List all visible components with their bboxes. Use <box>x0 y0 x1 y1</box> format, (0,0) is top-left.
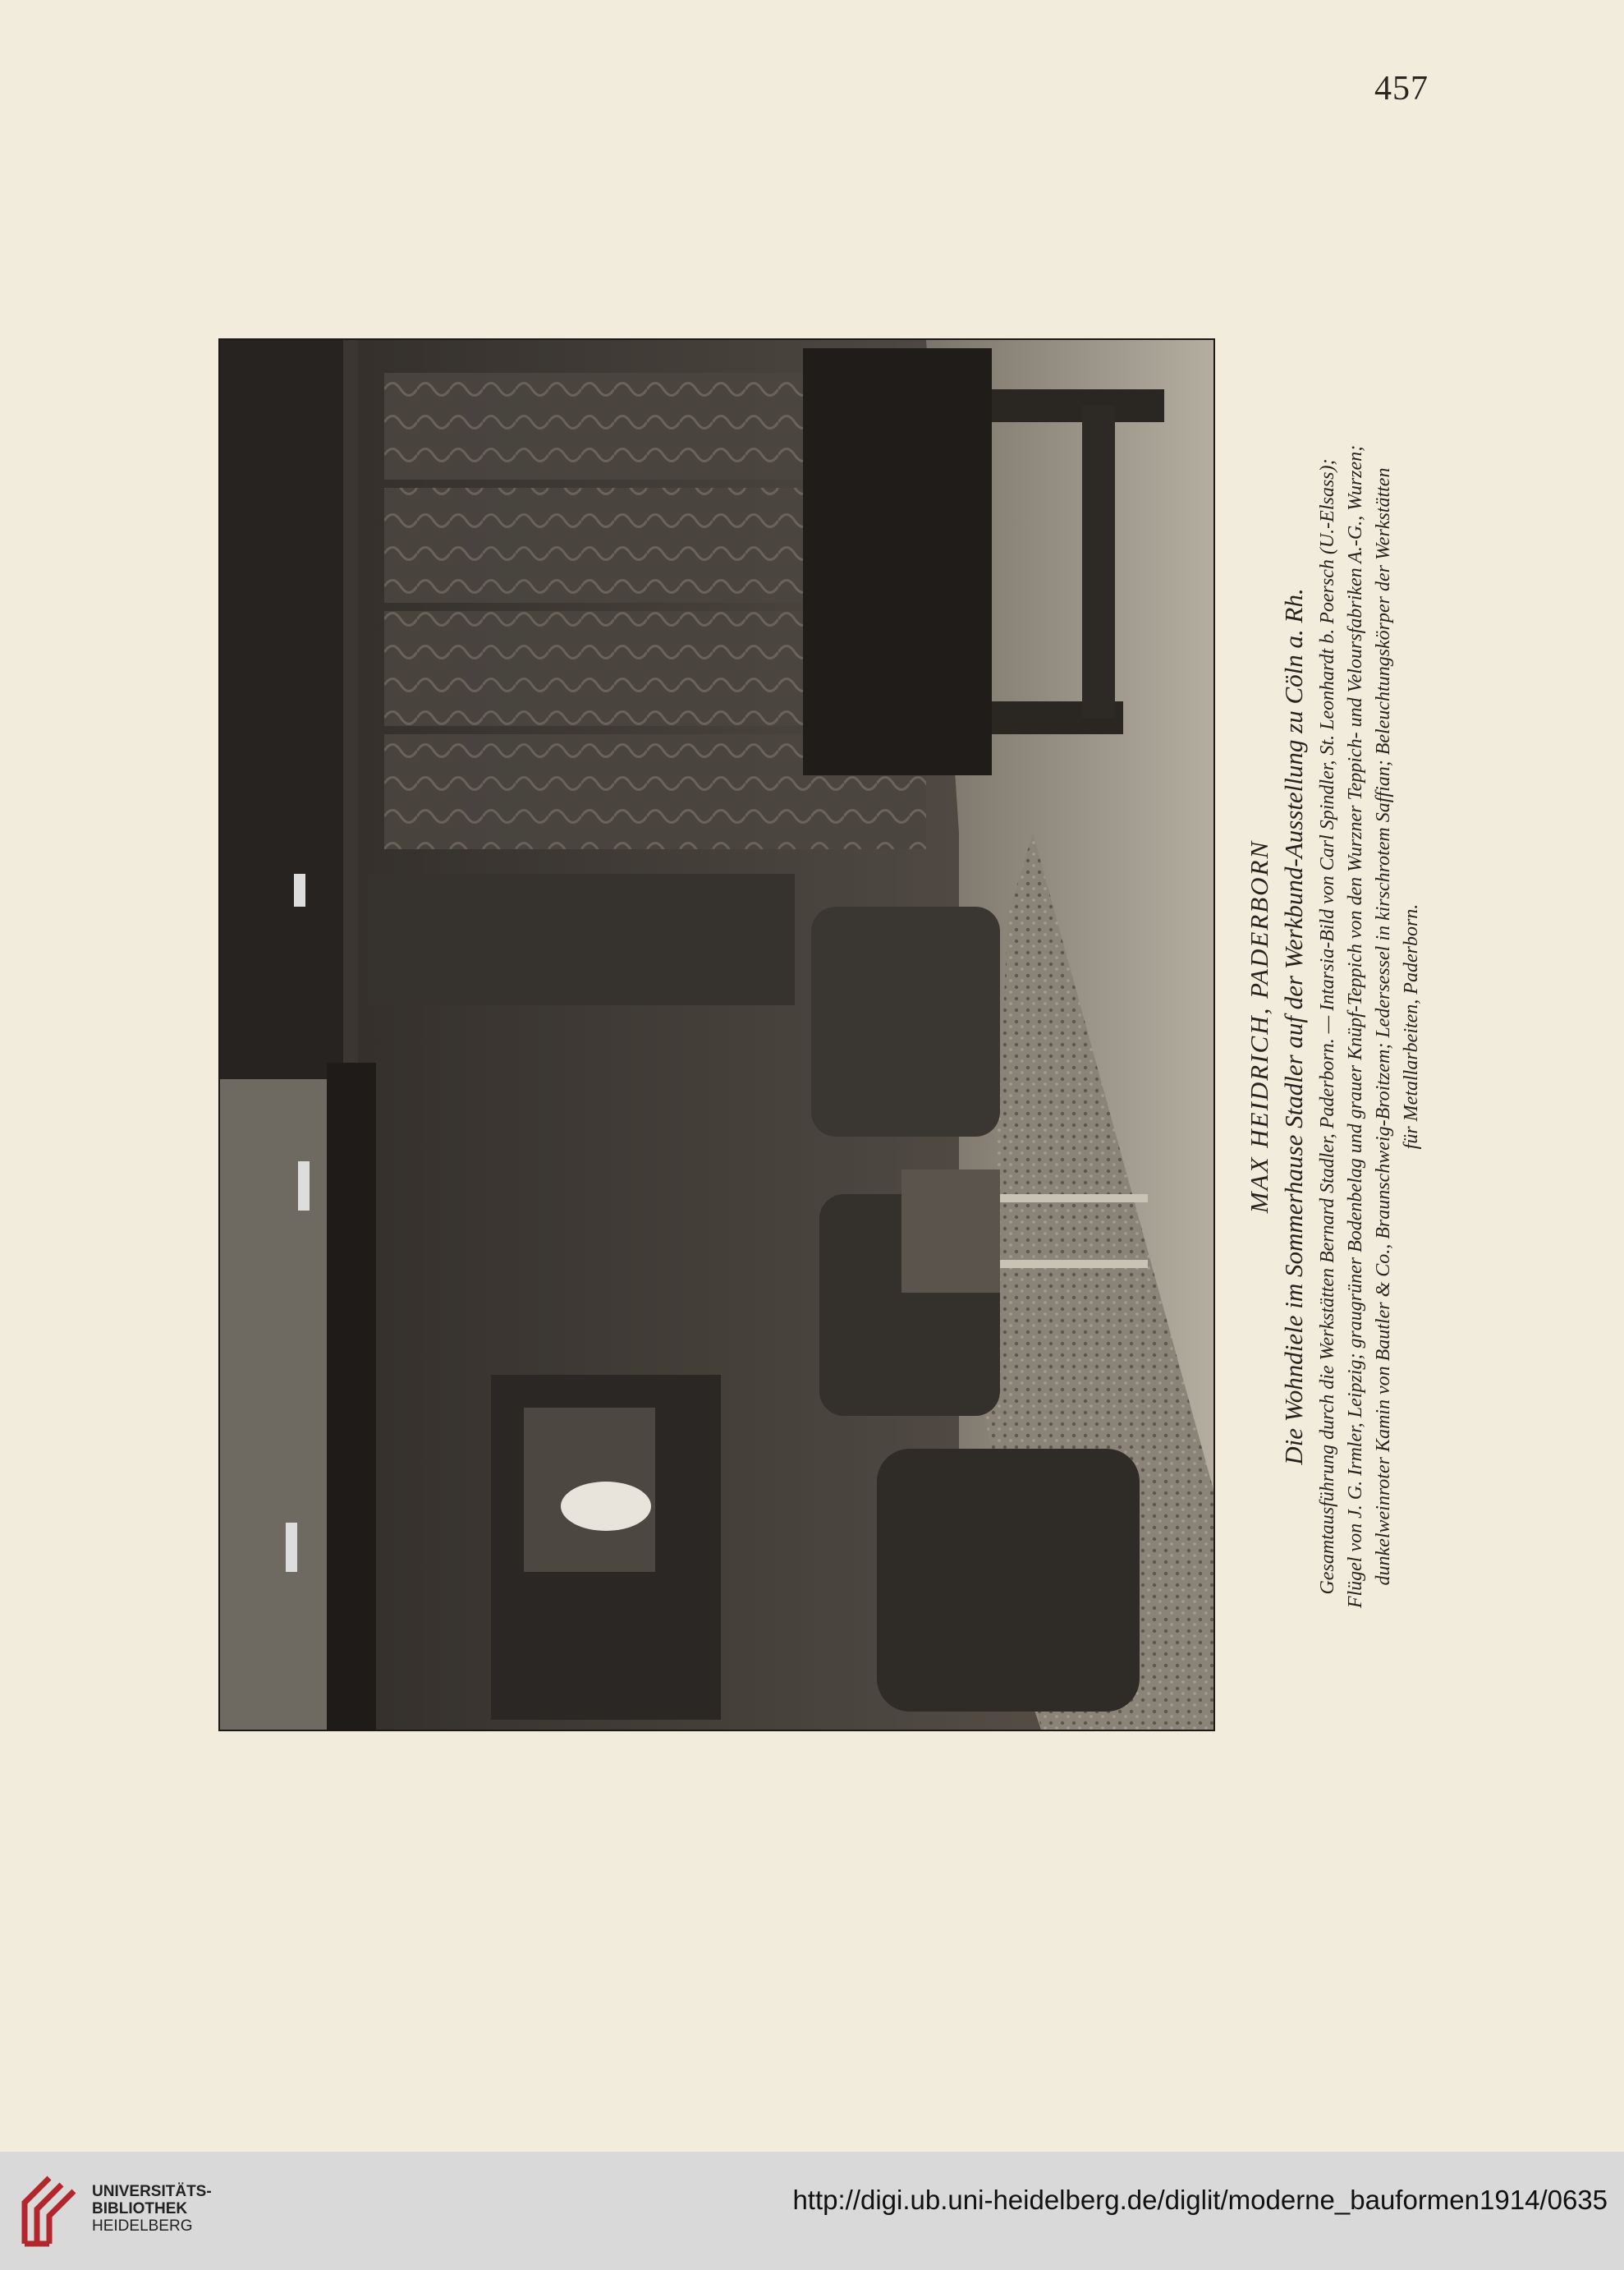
library-name-line: UNIVERSITÄTS- <box>92 2183 212 2200</box>
caption-line: dunkelweinroter Kamin von Bautler & Co., Braunschweig-Broitzem; Ledersessel in kirschrotem Saffian; Beleuchtungskörper der Werkstätten <box>1373 467 1394 1586</box>
caption-description <box>1314 337 1425 1716</box>
library-name-line: BIBLIOTHEK <box>92 2200 188 2217</box>
caption-line: für Metallarbeiten, Paderborn. <box>1401 903 1422 1150</box>
rotated-caption <box>1243 337 1425 1716</box>
library-logo-icon[interactable] <box>16 2170 90 2252</box>
photograph-illustration <box>220 340 1213 1730</box>
footer-bar <box>0 2152 1624 2270</box>
library-name[interactable] <box>92 2183 212 2235</box>
interior-photograph <box>218 338 1215 1731</box>
caption-line: Flügel von J. G. Irmler, Leipzig; graugrüner Bodenbelag und grauer Knüpf-Teppich von den Wurzner Teppich- und Veloursfabriken A.-G., Wurzen; <box>1345 444 1366 1609</box>
caption-line: Gesamtausführung durch die Werkstätten Bernard Stadler, Paderborn. — Intarsia-Bild von Carl Spindler, St. Leonhardt b. Poersch (U.-Elsass); <box>1317 458 1338 1595</box>
caption-title: MAX HEIDRICH, PADERBORN <box>1245 839 1273 1214</box>
caption-subtitle: Die Wohndiele im Sommerhause Stadler auf der Werkbund-Ausstellung zu Cöln a. Rh. <box>1279 588 1308 1465</box>
page-number: 457 <box>1374 70 1429 108</box>
library-name-line: HEIDELBERG <box>92 2217 193 2235</box>
caption-area <box>1245 329 1422 1725</box>
permalink-url[interactable]: http://digi.ub.uni-heidelberg.de/diglit/moderne_bauformen1914/0635 <box>792 2185 1608 2215</box>
